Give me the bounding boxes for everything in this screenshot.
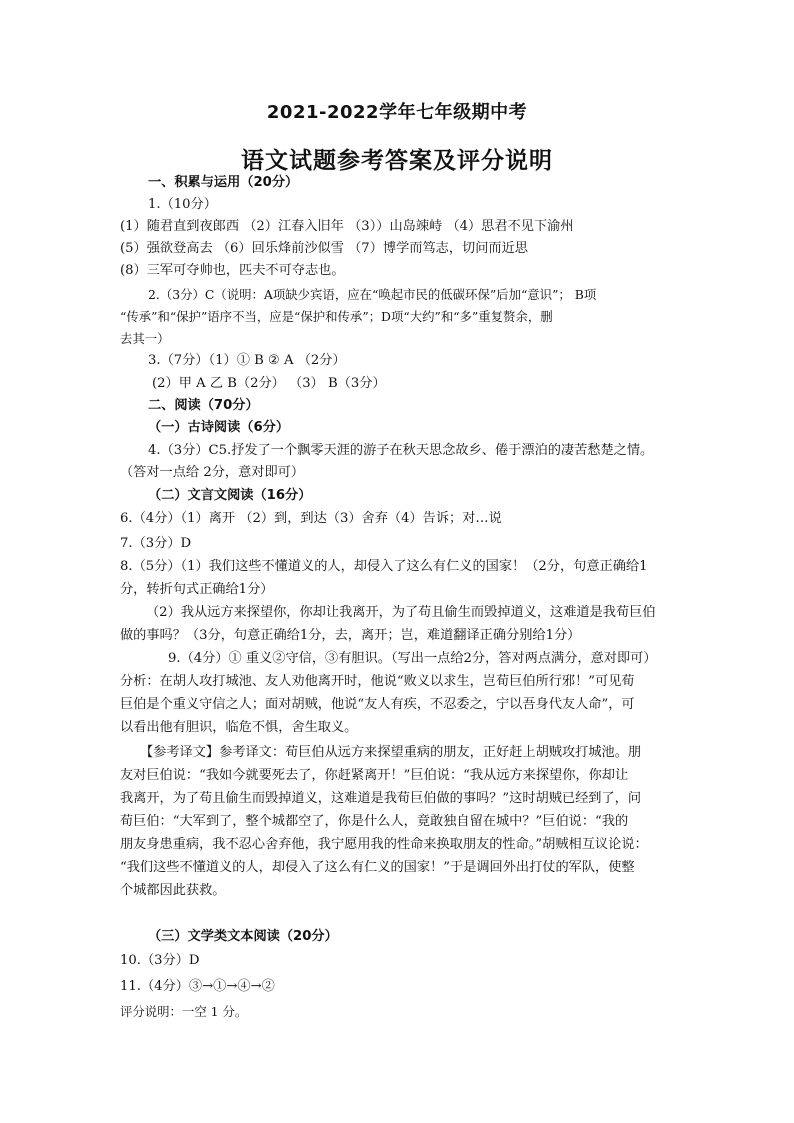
- subsection-heading: （二）文言文阅读（16分）: [148, 488, 312, 503]
- translation-line: 个城都因此获救。: [120, 883, 226, 898]
- answer-line: (2）甲 A 乙 B（2分） （3） B（3分）: [152, 376, 386, 391]
- answer-line: 4.（3分）C5.抒发了一个飘零天涯的游子在秋天思念故乡、倦于漂泊的凄苦愁楚之情。: [148, 443, 654, 458]
- answer-line: (8）三军可夺帅也，匹夫不可夺志也。: [120, 263, 345, 278]
- answer-line: (5）强欲登高去 （6）回乐烽前沙似雪 （7）博学而笃志，切问而近思: [120, 241, 528, 256]
- page-subtitle: 语文试题参考答案及评分说明: [241, 148, 553, 174]
- translation-line: 我离开，为了苟且偷生而毁掉道义，这难道是我荀巨伯做的事吗？”这时胡贼已经到了，问: [120, 791, 642, 806]
- scoring-note: 评分说明：一空 1 分。: [120, 1004, 248, 1019]
- answer-line: (1）随君直到夜郎西 （2）江春入旧年 （3））山岛竦峙 （4）思君不见下渝州: [120, 219, 574, 234]
- section-heading: 二、阅读（70分）: [148, 398, 259, 413]
- answer-line: 1.（10分）: [148, 197, 217, 212]
- answer-line: 分，转折句式正确给1分）: [120, 582, 274, 597]
- translation-line: 友对巨伯说：“我如今就要死去了，你赶紧离开！”巨伯说：“我从远方来探望你，你却让: [120, 768, 629, 783]
- answer-line: 9.（4分）① 重义②守信，③有胆识。（写出一点给2分，答对两点满分，意对即可）: [168, 651, 657, 666]
- answer-line: 10.（3分）D: [120, 953, 200, 968]
- answer-line: 去其一）: [120, 331, 170, 346]
- answer-line: 做的事吗？（3分，句意正确给1分，去，离开；岂，难道翻译正确分别给1分）: [120, 628, 581, 643]
- subsection-heading: （一）古诗阅读（6分）: [148, 420, 290, 435]
- answer-line: （答对一点给 2分，意对即可）: [120, 465, 305, 480]
- subsection-heading: （三）文学类文本阅读（20分）: [148, 929, 338, 944]
- translation-line: “我们这些不懂道义的人，却侵入了这么有仁义的国家！”于是调回外出打仗的军队，使整: [120, 860, 635, 875]
- translation-line: 朋友身患重病，我不忍心舍弃他，我宁愿用我的性命来换取朋友的性命。”胡贼相互议论说：: [120, 837, 648, 852]
- answer-line: 分析：在胡人攻打城池、友人劝他离开时，他说“败义以求生，岂荀巨伯所行邪！”可见荀: [120, 674, 635, 689]
- answer-line: （2）我从远方来探望你，你却让我离开，为了苟且偷生而毁掉道义，这难道是我荀巨伯: [146, 605, 656, 620]
- answer-line: 巨伯是个重义守信之人；面对胡贼，他说“友人有疾，不忍委之，宁以吾身代友人命”，可: [120, 697, 635, 712]
- answer-line: 以看出他有胆识，临危不惧，舍生取义。: [120, 720, 358, 735]
- answer-line: 11.（4分）③→①→④→②: [120, 979, 275, 994]
- answer-line: 6.（4分）（1）离开 （2）到，到达（3）舍弃（4）告诉；对…说: [120, 511, 502, 526]
- answer-line: 8.（5分）（1）我们这些不懂道义的人，却侵入了这么有仁义的国家！（2分，句意正确给1: [120, 559, 648, 574]
- translation-line: 荀巨伯：“大军到了，整个城都空了，你是什么人，竟敢独自留在城中？”巨伯说：“我的: [120, 814, 629, 829]
- page-title: 2021-2022学年七年级期中考: [266, 102, 528, 123]
- answer-line: 2.（3分）C（说明：A项缺少宾语，应在“唤起市民的低碳环保”后加“意识”； B项: [148, 287, 597, 302]
- translation-line: 【参考译文】参考译文：荀巨伯从远方来探望重病的朋友，正好赶上胡贼攻打城池。朋: [140, 745, 642, 760]
- answer-line: 7.（3分）D: [120, 536, 192, 551]
- answer-line: 3.（7分）（1）① B ② A （2分）: [148, 353, 346, 368]
- answer-line: “传承”和“保护”语序不当，应是“保护和传承”；D项“大约”和“多”重复赘余，删: [120, 309, 553, 324]
- section-heading: 一、积累与运用（20分）: [148, 175, 299, 190]
